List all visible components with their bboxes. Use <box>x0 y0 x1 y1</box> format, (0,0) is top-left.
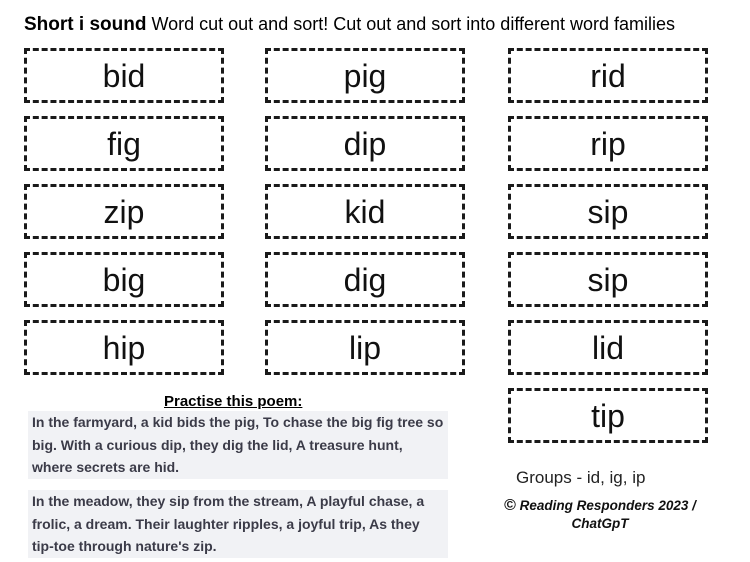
word-label: kid <box>344 193 386 230</box>
word-card <box>508 184 708 239</box>
word-label: bid <box>102 57 146 94</box>
word-label: lid <box>591 329 624 366</box>
word-card <box>24 116 224 171</box>
word-card <box>265 252 465 307</box>
word-label: fig <box>107 125 141 162</box>
word-label: sip <box>587 261 629 298</box>
word-card <box>265 116 465 171</box>
word-label: rip <box>590 125 626 162</box>
word-card <box>508 252 708 307</box>
title-bold: Short i sound <box>24 14 147 35</box>
word-label: dip <box>343 125 387 162</box>
word-card <box>265 320 465 375</box>
word-card <box>508 320 708 375</box>
word-label: tip <box>591 397 625 434</box>
word-card <box>24 320 224 375</box>
word-label: big <box>102 261 146 298</box>
word-label: sip <box>587 193 629 230</box>
word-card <box>24 252 224 307</box>
word-card <box>508 48 708 103</box>
title-instructions: Word cut out and sort! Cut out and sort into different word families <box>151 14 676 34</box>
credit-line-2: ChatGpT <box>571 516 629 531</box>
poem-heading: Practise this poem: <box>164 393 303 410</box>
word-card <box>24 184 224 239</box>
copyright-credit <box>492 497 708 533</box>
poem-stanza: In the farmyard, a kid bids the pig, To chase the big fig tree so big. With a curious dip, they dig the lid, A treasure hunt, where secrets are hid. <box>28 411 448 479</box>
word-card <box>508 116 708 171</box>
word-label: dig <box>343 261 387 298</box>
copyright-icon: © <box>504 497 516 514</box>
worksheet-title <box>24 14 675 36</box>
word-family-groups: Groups - id, ig, ip <box>516 468 646 487</box>
word-card <box>508 388 708 443</box>
word-label: pig <box>343 57 387 94</box>
word-label: hip <box>102 329 146 366</box>
word-card <box>265 184 465 239</box>
word-card <box>265 48 465 103</box>
word-label: lip <box>348 329 381 366</box>
credit-line-1: Reading Responders 2023 / <box>519 498 696 513</box>
poem-stanza: In the meadow, they sip from the stream, A playful chase, a frolic, a dream. Their laughter ripples, a joyful trip, As they tip-toe through nature's zip. <box>28 490 448 558</box>
word-card <box>24 48 224 103</box>
word-label: zip <box>103 193 145 230</box>
word-label: rid <box>590 57 626 94</box>
